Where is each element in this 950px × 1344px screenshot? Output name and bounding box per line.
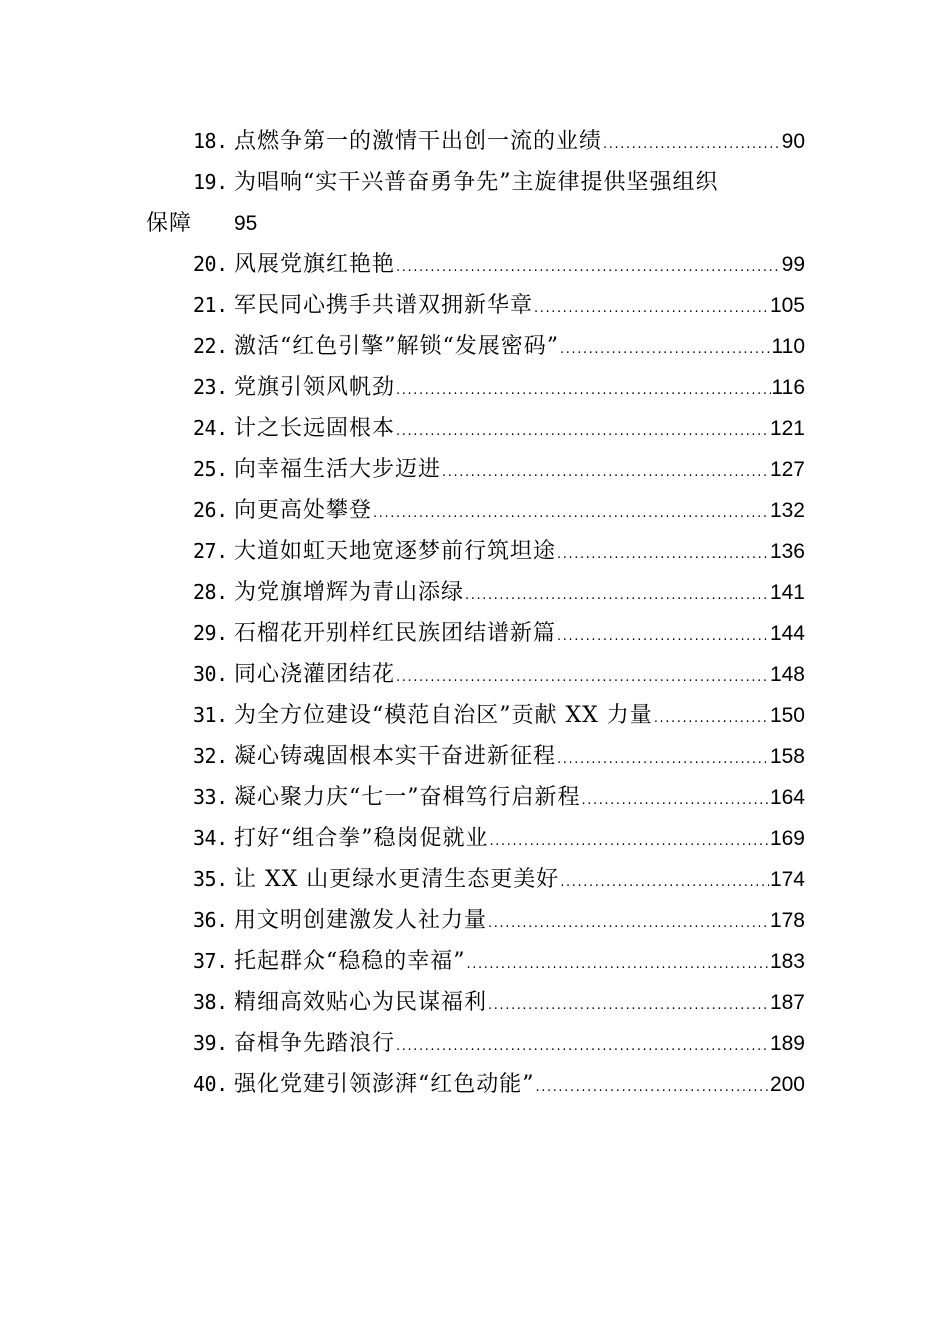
toc-entry-page: 183 [769,950,805,973]
toc-entry-number: 27. [193,539,228,563]
dot-leader [603,124,781,165]
toc-entry-page: 110 [771,335,805,358]
toc-entry [0,1023,950,1064]
toc-entry-number: 21. [193,293,228,317]
toc-entry-title-continuation: 保障 [146,211,193,236]
toc-entry-title: 为全方位建设“模范自治区”贡献 XX 力量 [234,703,653,728]
toc-entry-title: 党旗引领风帆劲 [234,375,396,400]
toc-entry-number: 31. [193,703,228,727]
toc-entry-title: 激活“红色引擎”解锁“发展密码” [234,334,559,359]
toc-entry [0,736,950,777]
toc-entry-number: 30. [193,662,228,686]
dot-leader [557,739,769,780]
toc-entry-page: 105 [769,294,805,317]
toc-entry-page: 189 [769,1032,805,1055]
toc-entry-title: 大道如虹天地宽逐梦前行筑坦途 [234,539,557,564]
toc-entry-page: 116 [771,376,805,399]
toc-entry [0,244,950,285]
toc-entry-number: 34. [193,826,228,850]
toc-entry-number: 22. [193,334,228,358]
toc-entry-page: 150 [769,704,805,727]
toc-entry-number: 35. [193,867,228,891]
toc-entry [0,1064,950,1105]
toc-entry-number: 20. [193,252,228,276]
toc-entry-title: 为唱响“实干兴普奋勇争先”主旋律提供坚强组织 [234,170,719,195]
toc-entry [0,121,950,162]
toc-entry [0,695,950,736]
dot-leader [557,616,769,657]
toc-entry-number: 26. [193,498,228,522]
dot-leader [465,575,769,616]
toc-entry-page: 99 [781,253,805,276]
dot-leader [557,534,769,575]
dot-leader [442,452,769,493]
toc-entry [0,900,950,941]
dot-leader [536,1067,769,1108]
toc-entry-title: 凝心铸魂固根本实干奋进新征程 [234,744,557,769]
toc-entry-title: 同心浇灌团结花 [234,662,396,687]
toc-entry [0,818,950,859]
toc-entry-title: 凝心聚力庆“七一”奋楫笃行启新程 [234,785,581,810]
toc-entry-title: 用文明创建激发人社力量 [234,908,488,933]
toc-entry [0,941,950,982]
toc-entry-page: 148 [769,663,805,686]
toc-entry-number: 38. [193,990,228,1014]
toc-entry-number: 33. [193,785,228,809]
toc-entry-number: 37. [193,949,228,973]
toc-entry-title: 强化党建引领澎湃“红色动能” [234,1072,535,1097]
dot-leader [560,329,771,370]
dot-leader [582,780,769,821]
toc-entry [0,654,950,695]
toc-entry-page: 187 [769,991,805,1014]
toc-entry-page: 164 [769,786,805,809]
toc-entry-number: 29. [193,621,228,645]
toc-entry-title: 点燃争第一的激情干出创一流的业绩 [234,129,603,154]
toc-entry-page: 200 [769,1073,805,1096]
toc-entry-title: 打好“组合拳”稳岗促就业 [234,826,489,851]
table-of-contents [0,121,950,1105]
toc-entry [0,449,950,490]
toc-entry-page: 127 [769,458,805,481]
toc-entry-page: 141 [769,581,805,604]
toc-entry-title: 让 XX 山更绿水更清生态更美好 [234,867,560,892]
toc-entry [0,408,950,449]
toc-entry-title: 军民同心携手共谱双拥新华章 [234,293,534,318]
toc-entry-number: 40. [193,1072,228,1096]
toc-entry [0,982,950,1023]
toc-entry [0,777,950,818]
toc-entry-number: 36. [193,908,228,932]
toc-entry-title: 风展党旗红艳艳 [234,252,396,277]
toc-entry [0,326,950,367]
toc-entry-number: 23. [193,375,228,399]
dot-leader [488,985,769,1026]
dot-leader [560,862,769,903]
toc-entry [0,367,950,408]
toc-entry [0,490,950,531]
toc-entry-number: 28. [193,580,228,604]
toc-entry-page: 95 [234,212,258,235]
toc-entry-number: 18. [193,129,228,153]
toc-entry-title: 为党旗增辉为青山添绿 [234,580,465,605]
toc-entry-title: 奋楫争先踏浪行 [234,1031,396,1056]
toc-entry-number: 25. [193,457,228,481]
dot-leader [534,288,769,329]
toc-entry-number: 19. [193,170,228,194]
dot-leader [467,944,769,985]
dot-leader [373,493,769,534]
toc-entry-title: 向幸福生活大步迈进 [234,457,442,482]
dot-leader [396,411,769,452]
toc-entry-page: 132 [769,499,805,522]
toc-entry-page: 158 [769,745,805,768]
toc-entry [0,859,950,900]
dot-leader [490,821,769,862]
toc-entry-page: 169 [769,827,805,850]
toc-entry-page: 136 [769,540,805,563]
toc-entry-number: 24. [193,416,228,440]
toc-entry [0,285,950,326]
toc-entry-page: 174 [769,868,805,891]
dot-leader [396,247,781,288]
dot-leader [654,698,769,739]
toc-entry [0,531,950,572]
toc-entry-number: 39. [193,1031,228,1055]
toc-entry-page: 144 [769,622,805,645]
toc-entry-page: 121 [769,417,805,440]
toc-entry-number: 32. [193,744,228,768]
toc-entry-title: 精细高效贴心为民谋福利 [234,990,488,1015]
dot-leader [488,903,769,944]
toc-entry-title: 托起群众“稳稳的幸福” [234,949,466,974]
toc-entry [0,613,950,654]
toc-entry-page: 178 [769,909,805,932]
toc-entry-title: 石榴花开别样红民族团结谱新篇 [234,621,557,646]
toc-entry [0,572,950,613]
dot-leader [396,657,769,698]
dot-leader [396,370,771,411]
toc-entry-title: 计之长远固根本 [234,416,396,441]
dot-leader [396,1026,769,1067]
toc-entry-page: 90 [781,130,805,153]
toc-entry-title: 向更高处攀登 [234,498,373,523]
toc-entry [0,162,950,244]
